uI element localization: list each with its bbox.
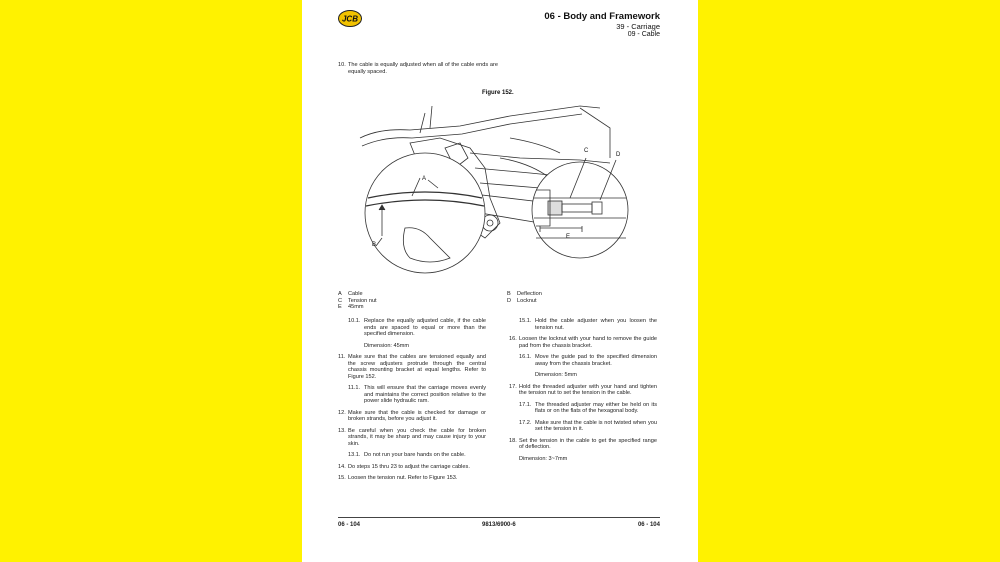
footer-page-right: 06 - 104 xyxy=(637,522,660,528)
step-14: 14. Do steps 15 thru 23 to adjust the carriage cables. xyxy=(338,463,470,470)
dimension-deflection: Dimension: 3~7mm xyxy=(519,455,568,462)
figure-label-a: A xyxy=(422,176,427,182)
right-column xyxy=(509,318,657,467)
step-13-1: 13.1. Do not run your bare hands on the cable. xyxy=(348,452,466,458)
figure-152-illustration xyxy=(350,98,640,283)
dimension-45mm: Dimension: 45mm xyxy=(364,342,410,349)
figure-label-c: C xyxy=(584,148,589,154)
dimension-5mm: Dimension: 5mm xyxy=(535,372,577,378)
legend-item-e: E 45mm xyxy=(338,304,364,310)
step-13: 13. Be careful when you check the cable for broken strands, it may be sharp and may cause injury to your skin. xyxy=(338,427,486,447)
step-17-1: 17.1. The threaded adjuster may either be held on its flats or on the flats of the hexagonal body. xyxy=(519,401,657,414)
footer-page-left: 06 - 104 xyxy=(338,522,361,528)
figure-label-e: E xyxy=(566,234,571,240)
subsection-title: 39 - Carriage xyxy=(616,22,660,31)
step-17-2: 17.2. Make sure that the cable is not twisted when you set the tension in it. xyxy=(519,419,657,432)
legend-item-c: C Tension nut xyxy=(338,297,377,304)
left-column xyxy=(338,318,486,487)
step-10-1: 10.1. Replace the equally adjusted cable, if the cable ends are spaced to equal or more than the specified dimension. xyxy=(348,318,486,337)
step-number: 10. xyxy=(338,62,346,68)
step-11: 11. Make sure that the cables are tensioned equally and the screw adjusters protrude through the central chassis mounting bracket at equal lengths. Refer to Figure 152. xyxy=(338,354,486,380)
step-text: The cable is equally adjusted when all of the cable ends are equally spaced. xyxy=(348,62,498,75)
footer-divider xyxy=(338,517,660,518)
step-10 xyxy=(338,62,498,80)
step-17: 17. Hold the threaded adjuster with your hand and tighten the tension nut to set the tension in the cable. xyxy=(509,383,657,396)
figure-label-b: B xyxy=(372,242,377,248)
legend-right xyxy=(507,291,647,304)
step-16-1: 16.1. Move the guide pad to the specified dimension away from the chassis bracket. xyxy=(519,354,657,367)
legend-item-d: D Locknut xyxy=(507,297,537,304)
legend-item-a: A Cable xyxy=(338,291,363,297)
topic-title: 09 - Cable xyxy=(627,31,660,38)
step-15: 15. Loosen the tension nut. Refer to Figure 153. xyxy=(338,475,458,481)
legend-left xyxy=(338,291,478,311)
step-15-1: 15.1. Hold the cable adjuster when you loosen the tension nut. xyxy=(519,318,657,331)
logo-text: JCB xyxy=(341,14,359,24)
manual-page xyxy=(302,0,698,562)
footer-doc-number: 9813/6900-6 xyxy=(482,522,516,528)
step-18: 18. Set the tension in the cable to get the specified range of deflection. xyxy=(509,437,657,450)
jcb-logo xyxy=(338,10,362,27)
step-12: 12. Make sure that the cable is checked for damage or broken strands, before you adjust it. xyxy=(338,409,486,422)
figure-label-d: D xyxy=(616,152,621,158)
legend-item-b: B Deflection xyxy=(507,291,542,297)
section-title: 06 - Body and Framework xyxy=(544,11,660,22)
figure-title: Figure 152. xyxy=(482,90,514,96)
step-11-1: 11.1. This will ensure that the carriage moves evenly and maintains the correct position relative to the power slide hydraulic ram. xyxy=(348,385,486,404)
step-16: 16. Loosen the locknut with your hand to remove the guide pad from the chassis bracket. xyxy=(509,336,657,349)
